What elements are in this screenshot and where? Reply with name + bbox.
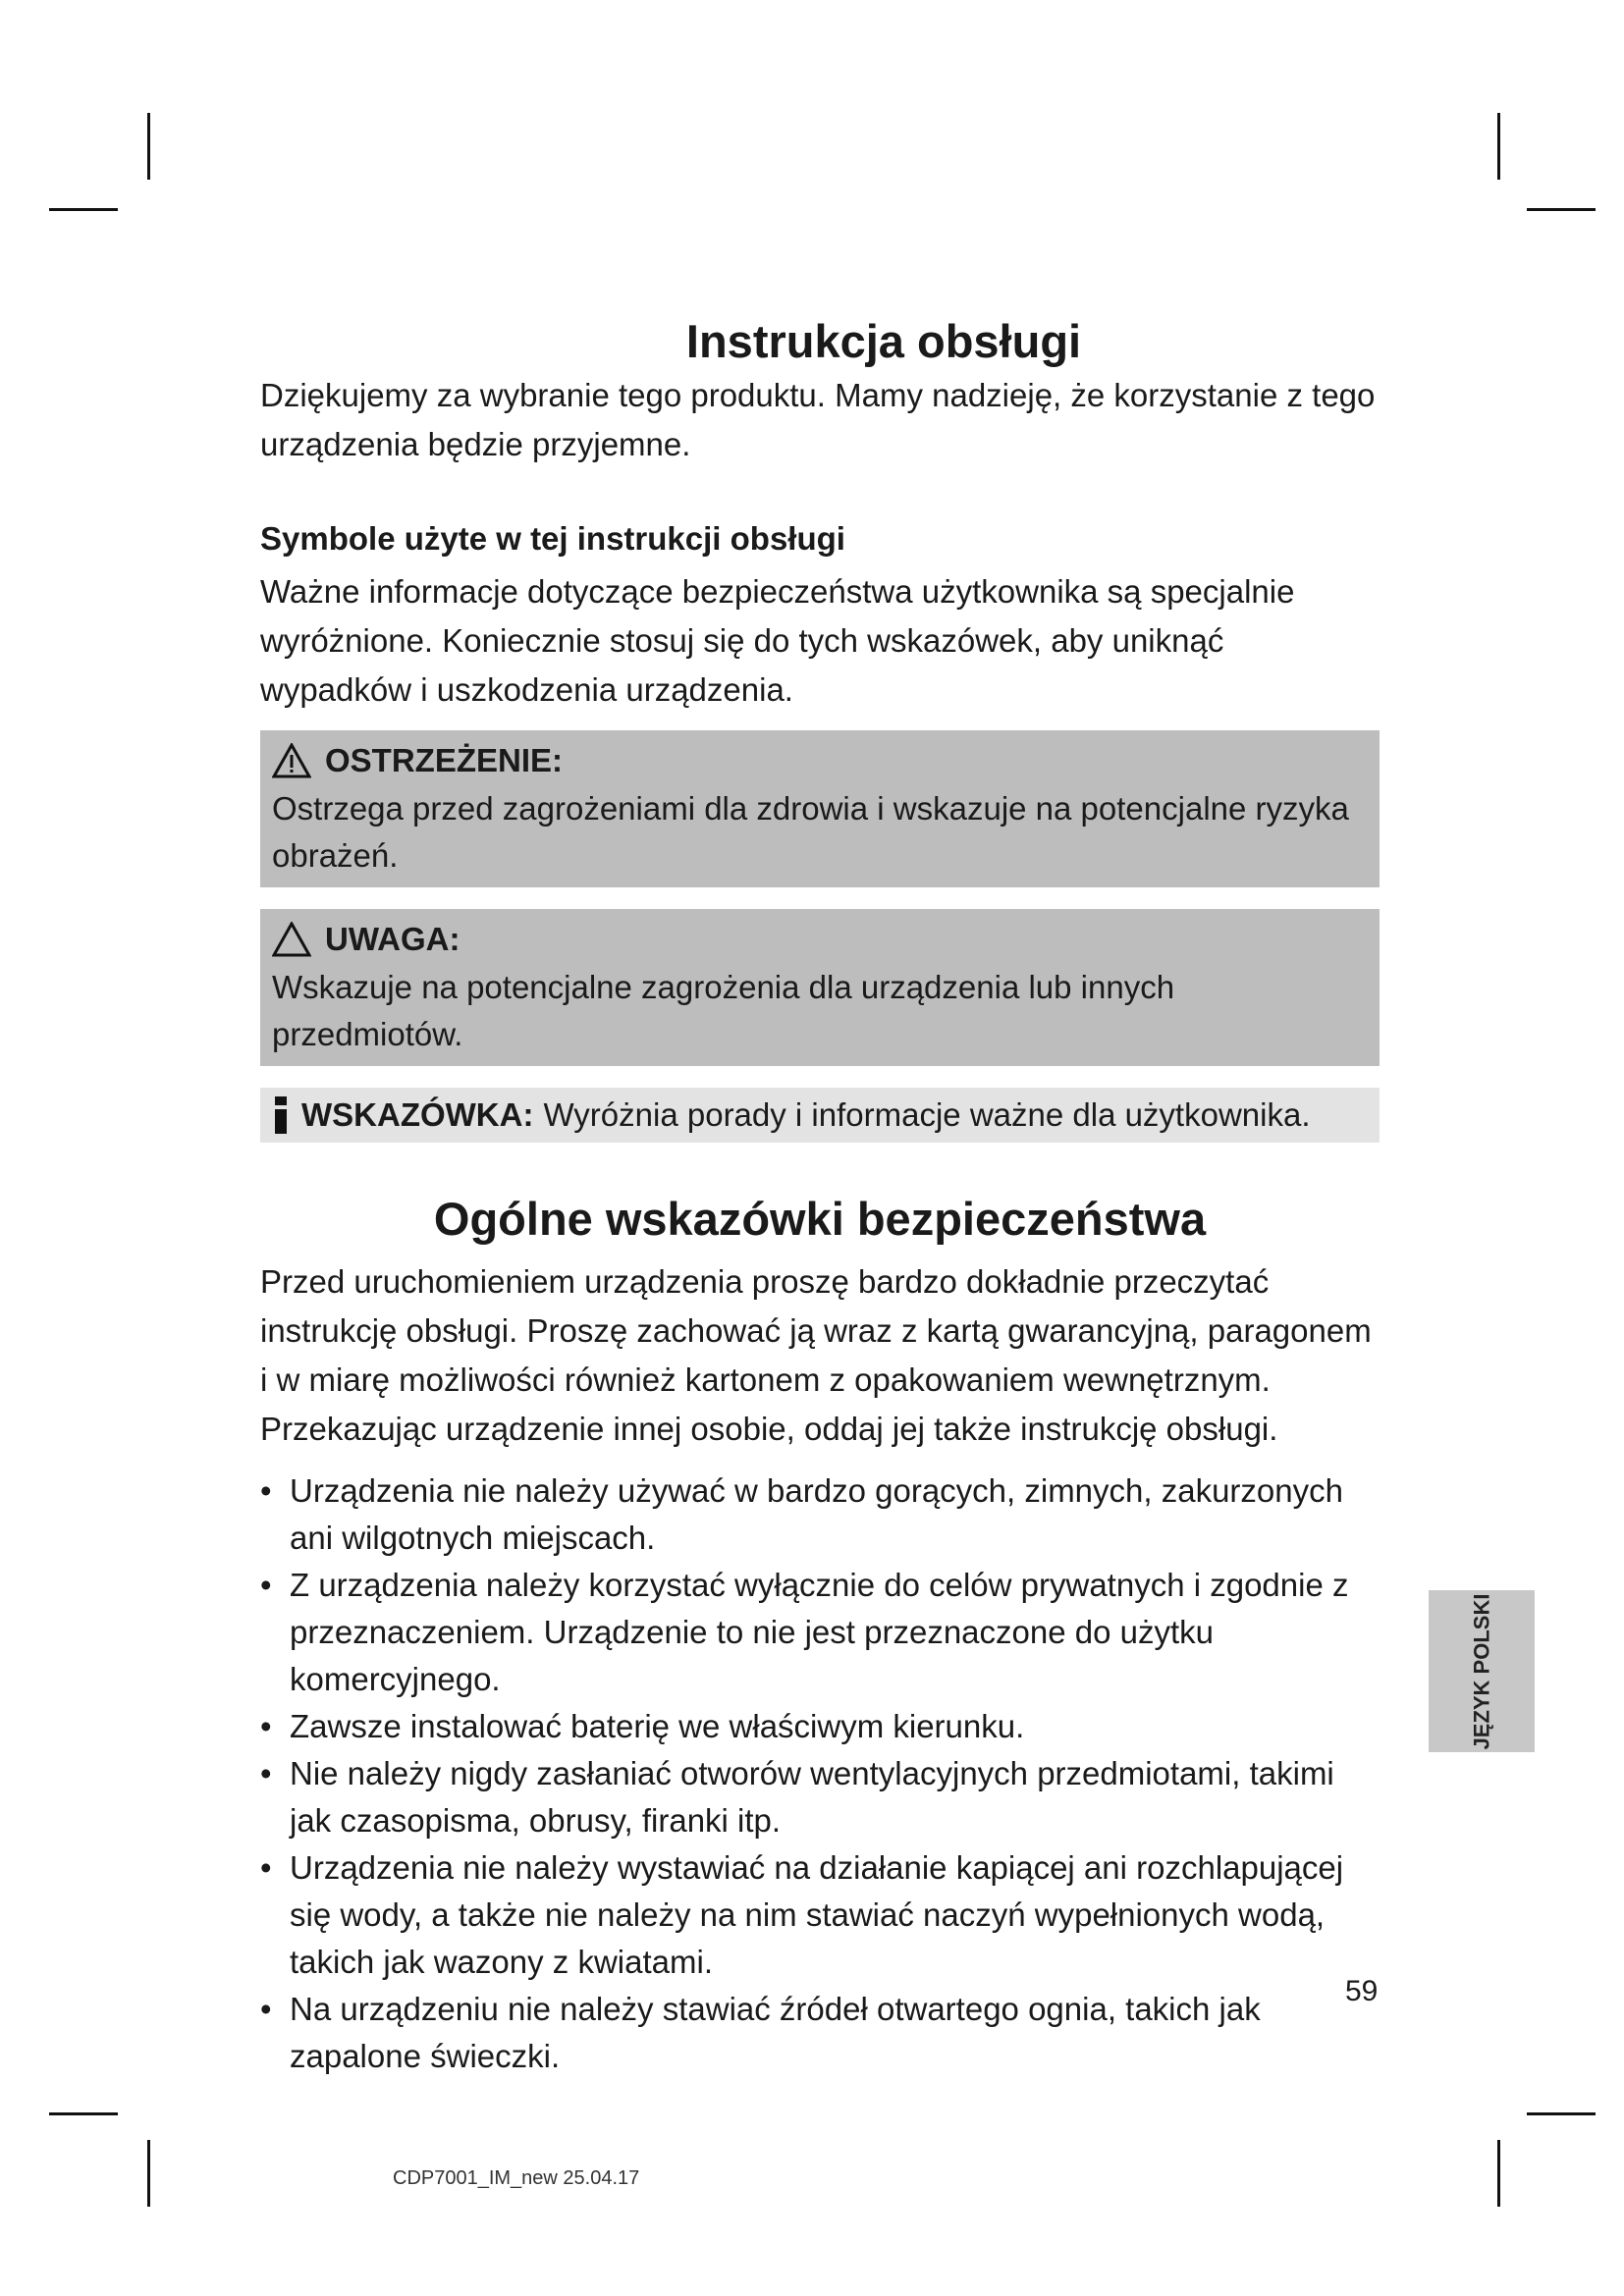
crop-mark — [1497, 113, 1500, 180]
crop-mark — [1527, 208, 1596, 211]
caution-triangle-icon — [272, 922, 311, 957]
list-item: • Zawsze instalować baterię we właściwym kierunku. — [260, 1703, 1380, 1750]
symbols-heading: Symbole użyte w tej instrukcji obsługi — [260, 520, 845, 558]
crop-mark — [147, 2140, 150, 2207]
crop-mark — [1497, 2140, 1500, 2207]
list-item: • Nie należy nigdy zasłaniać otworów wentylacyjnych przedmiotami, takimi jak czasopisma, obrusy, firanki itp. — [260, 1750, 1380, 1844]
hint-text: Wyróżnia porady i informacje ważne dla użytkownika. — [543, 1096, 1311, 1134]
safety-list — [260, 1468, 1380, 2080]
page-title: Instrukcja obsługi — [685, 315, 1082, 367]
page-content — [260, 314, 1380, 2080]
warning-text: Ostrzega przed zagrożeniami dla zdrowia i wskazuje na potencjalne ryzyka obrażeń. — [272, 790, 1349, 875]
hint-line — [272, 1090, 1368, 1141]
list-item: • Na urządzeniu nie należy stawiać źródeł otwartego ognia, takich jak zapalone świeczki. — [260, 1986, 1380, 2080]
crop-mark — [49, 208, 118, 211]
list-item: • Urządzenia nie należy używać w bardzo gorących, zimnych, zakurzonych ani wilgotnych miejscach. — [260, 1468, 1380, 1562]
language-side-tab — [1429, 1590, 1535, 1752]
caution-text: Wskazuje na potencjalne zagrożenia dla urządzenia lub innych przedmiotów. — [272, 969, 1175, 1053]
symbols-text: Ważne informacje dotyczące bezpieczeństwa użytkownika są specjalnie wyróżnione. Koniecznie stosuj się do tych wskazówek, aby uniknąć wypadków i uszkodzenia urządzenia. — [260, 573, 1295, 709]
caution-header — [272, 915, 1368, 964]
safety-paragraph: Przed uruchomieniem urządzenia proszę bardzo dokładnie przeczytać instrukcję obsługi. Proszę zachować ją wraz z kartą gwarancyjną, paragonem i w miarę możliwości również kartonem z opakowaniem wewnętrznym. Przekazując urządzenie innej osobie, oddaj jej także instrukcję obsługi. — [260, 1262, 1372, 1447]
crop-mark — [147, 113, 150, 180]
hint-label: WSKAZÓWKA: — [301, 1096, 534, 1134]
info-icon — [272, 1096, 290, 1134]
crop-mark — [1527, 2112, 1596, 2115]
safety-title: Ogólne wskazówki bezpieczeństwa — [433, 1193, 1207, 1246]
warning-label: OSTRZEŻENIE: — [325, 742, 564, 779]
hint-box — [260, 1088, 1380, 1143]
page-number: 59 — [1345, 1975, 1379, 2007]
caution-label: UWAGA: — [325, 921, 460, 958]
list-item: • Urządzenia nie należy wystawiać na działanie kapiącej ani rozchlapującej się wody, a także nie należy na nim stawiać naczyń wypełnionych wodą, takich jak wazony z kwiatami. — [260, 1844, 1380, 1986]
crop-mark — [49, 2112, 118, 2115]
intro-text: Dziękujemy za wybranie tego produktu. Mamy nadzieję, że korzystanie z tego urządzenia będzie przyjemne. — [260, 377, 1376, 463]
language-label: JĘZYK POLSKI — [1469, 1593, 1494, 1749]
warning-box — [260, 730, 1380, 887]
list-item: • Z urządzenia należy korzystać wyłącznie do celów prywatnych i zgodnie z przeznaczeniem. Urządzenie to nie jest przeznaczone do użytku komercyjnego. — [260, 1562, 1380, 1703]
warning-triangle-icon — [272, 743, 311, 778]
caution-box — [260, 909, 1380, 1066]
footer-code: CDP7001_IM_new 25.04.17 — [393, 2167, 640, 2189]
warning-header — [272, 736, 1368, 785]
